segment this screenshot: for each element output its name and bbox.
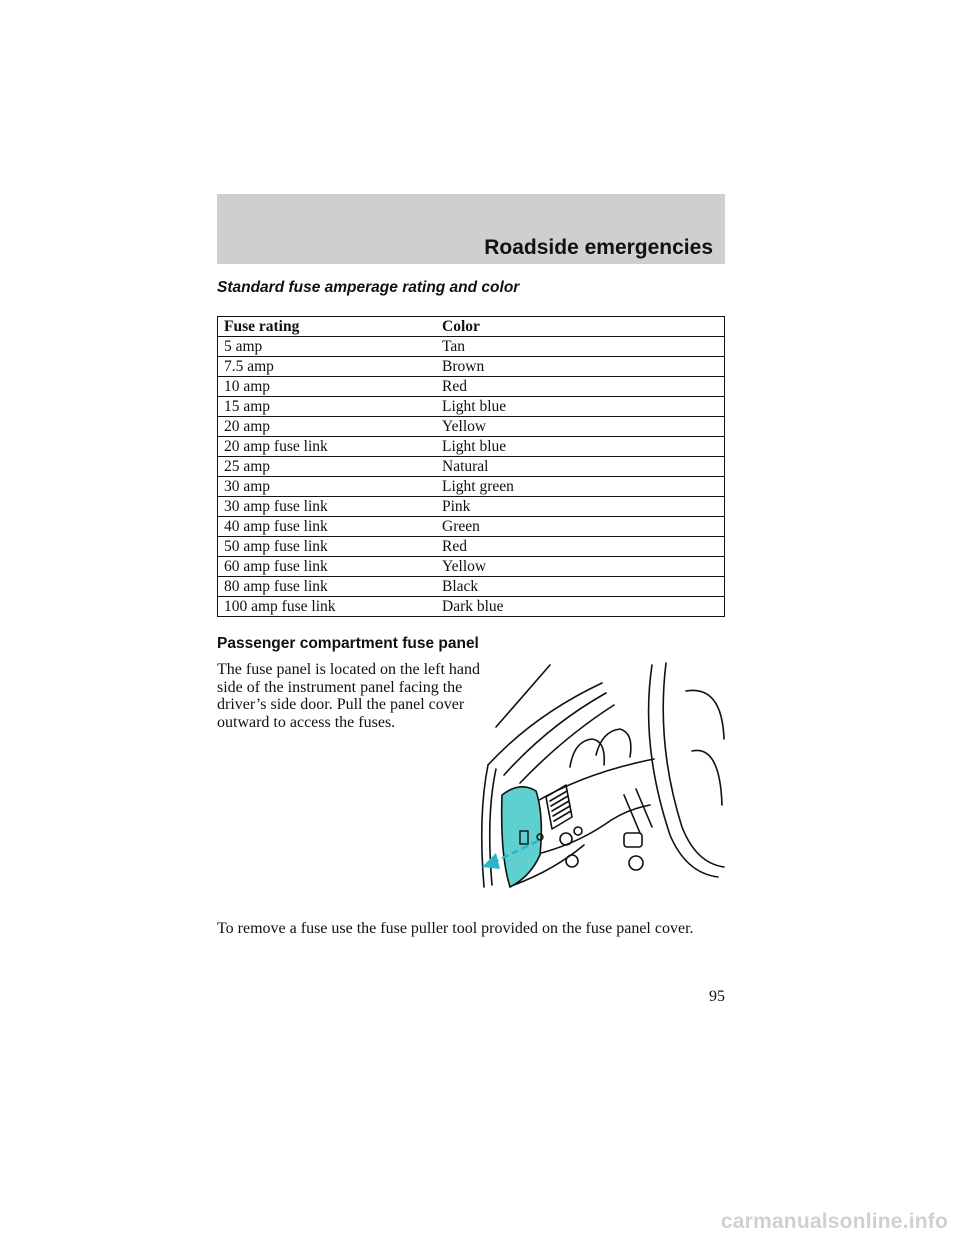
fuse-rating-cell: 20 amp fuse link (218, 437, 437, 457)
color-cell: Green (436, 517, 725, 537)
table-header-row (218, 317, 725, 337)
color-cell: Light blue (436, 397, 725, 417)
section-title: Standard fuse amperage rating and color (217, 279, 520, 296)
fuse-rating-cell: 30 amp fuse link (218, 497, 437, 517)
fuse-rating-cell: 10 amp (218, 377, 437, 397)
color-cell: Red (436, 537, 725, 557)
table-row (218, 377, 725, 397)
passenger-fuse-panel-description: The fuse panel is located on the left hand side of the instrument panel facing the driver’s side door. Pull the panel cover outward to access the fuses. (217, 661, 481, 731)
watermark: carmanualsonline.info (720, 1210, 948, 1233)
fuse-rating-cell: 100 amp fuse link (218, 597, 437, 617)
table-row (218, 337, 725, 357)
fuse-rating-table (217, 316, 725, 617)
table-row (218, 457, 725, 477)
fuse-rating-cell: 15 amp (218, 397, 437, 417)
color-cell: Pink (436, 497, 725, 517)
color-cell: Yellow (436, 557, 725, 577)
page-number: 95 (709, 988, 725, 1005)
fuse-rating-cell: 40 amp fuse link (218, 517, 437, 537)
color-cell: Tan (436, 337, 725, 357)
column-header-color: Color (436, 317, 725, 337)
header-band (217, 194, 725, 264)
color-cell: Black (436, 577, 725, 597)
fuse-rating-cell: 7.5 amp (218, 357, 437, 377)
table-row (218, 597, 725, 617)
table-row (218, 477, 725, 497)
fuse-panel-cover (502, 787, 542, 887)
fuse-rating-cell: 50 amp fuse link (218, 537, 437, 557)
table-row (218, 557, 725, 577)
table-row (218, 517, 725, 537)
table-row (218, 357, 725, 377)
color-cell: Light green (436, 477, 725, 497)
table-row (218, 537, 725, 557)
fuse-rating-cell: 30 amp (218, 477, 437, 497)
table-row (218, 497, 725, 517)
table-row (218, 417, 725, 437)
fuse-rating-cell: 25 amp (218, 457, 437, 477)
table-row (218, 577, 725, 597)
color-cell: Light blue (436, 437, 725, 457)
fuse-panel-illustration (474, 655, 732, 890)
fuse-rating-cell: 20 amp (218, 417, 437, 437)
column-header-fuse-rating: Fuse rating (218, 317, 437, 337)
passenger-fuse-panel-title: Passenger compartment fuse panel (217, 635, 479, 652)
fuse-rating-cell: 80 amp fuse link (218, 577, 437, 597)
color-cell: Yellow (436, 417, 725, 437)
color-cell: Natural (436, 457, 725, 477)
color-cell: Brown (436, 357, 725, 377)
fuse-removal-instruction: To remove a fuse use the fuse puller tool provided on the fuse panel cover. (217, 920, 694, 937)
color-cell: Dark blue (436, 597, 725, 617)
fuse-rating-cell: 5 amp (218, 337, 437, 357)
fuse-rating-cell: 60 amp fuse link (218, 557, 437, 577)
color-cell: Red (436, 377, 725, 397)
page-header-title: Roadside emergencies (484, 236, 713, 259)
table-row (218, 437, 725, 457)
table-row (218, 397, 725, 417)
